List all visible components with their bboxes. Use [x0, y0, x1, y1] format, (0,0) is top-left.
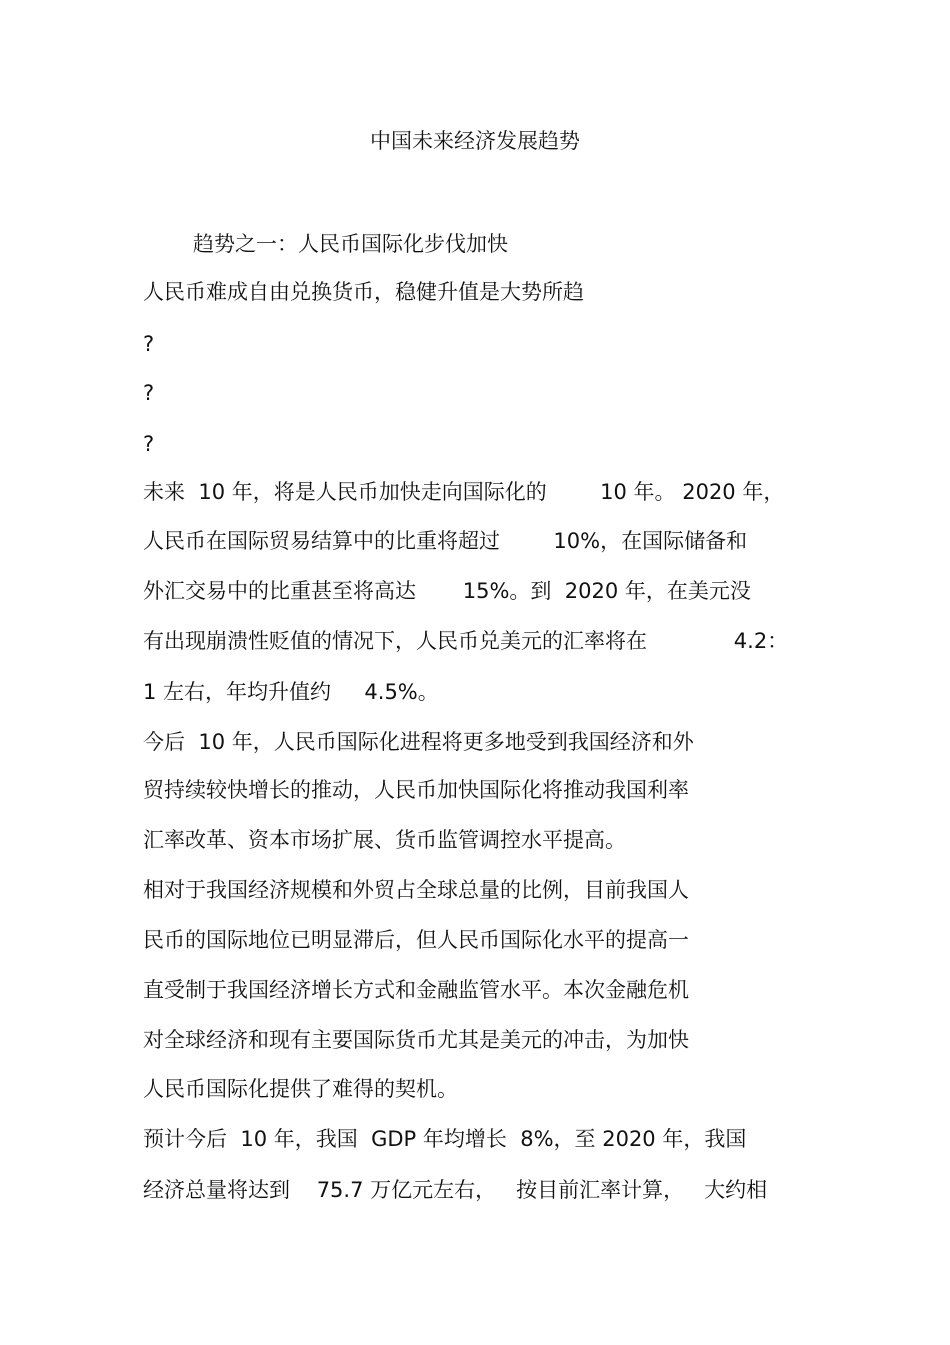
text-line: 1 左右，年均升值约 4.5%。 — [143, 680, 439, 704]
text-line: 汇率改革、资本市场扩展、货币监管调控水平提高。 — [143, 828, 626, 852]
section-heading: 趋势之一：人民币国际化步伐加快 — [193, 232, 508, 256]
text-line: 经济总量将达到 75.7 万亿元左右， 按目前汇率计算， 大约相 — [143, 1178, 768, 1202]
text-line: 贸持续较快增长的推动，人民币加快国际化将推动我国利率 — [143, 778, 689, 802]
text-line: ? — [143, 381, 155, 405]
text-line: 外汇交易中的比重甚至将高达 15%。到 2020 年，在美元没 — [143, 579, 751, 603]
text-line: ? — [143, 332, 155, 356]
text-line: 今后 10 年，人民币国际化进程将更多地受到我国经济和外 — [143, 730, 694, 754]
text-line: 人民币难成自由兑换货币，稳健升值是大势所趋 — [143, 280, 584, 304]
text-line: 未来 10 年，将是人民币加快走向国际化的 10 年。 2020 年， — [143, 480, 785, 504]
text-line: 对全球经济和现有主要国际货币尤其是美元的冲击，为加快 — [143, 1028, 689, 1052]
text-line: 人民币在国际贸易结算中的比重将超过 10%，在国际储备和 — [143, 529, 748, 553]
text-line: 直受制于我国经济增长方式和金融监管水平。本次金融危机 — [143, 978, 689, 1002]
text-line: 人民币国际化提供了难得的契机。 — [143, 1077, 458, 1101]
page-title: 中国未来经济发展趋势 — [370, 129, 580, 153]
text-line: 有出现崩溃性贬值的情况下，人民币兑美元的汇率将在 4.2： — [143, 629, 789, 653]
text-line: 预计今后 10 年，我国 GDP 年均增长 8%，至 2020 年，我国 — [143, 1127, 747, 1151]
text-line: 民币的国际地位已明显滞后，但人民币国际化水平的提高一 — [143, 928, 689, 952]
text-line: ? — [143, 432, 155, 456]
text-line: 相对于我国经济规模和外贸占全球总量的比例，目前我国人 — [143, 878, 689, 902]
